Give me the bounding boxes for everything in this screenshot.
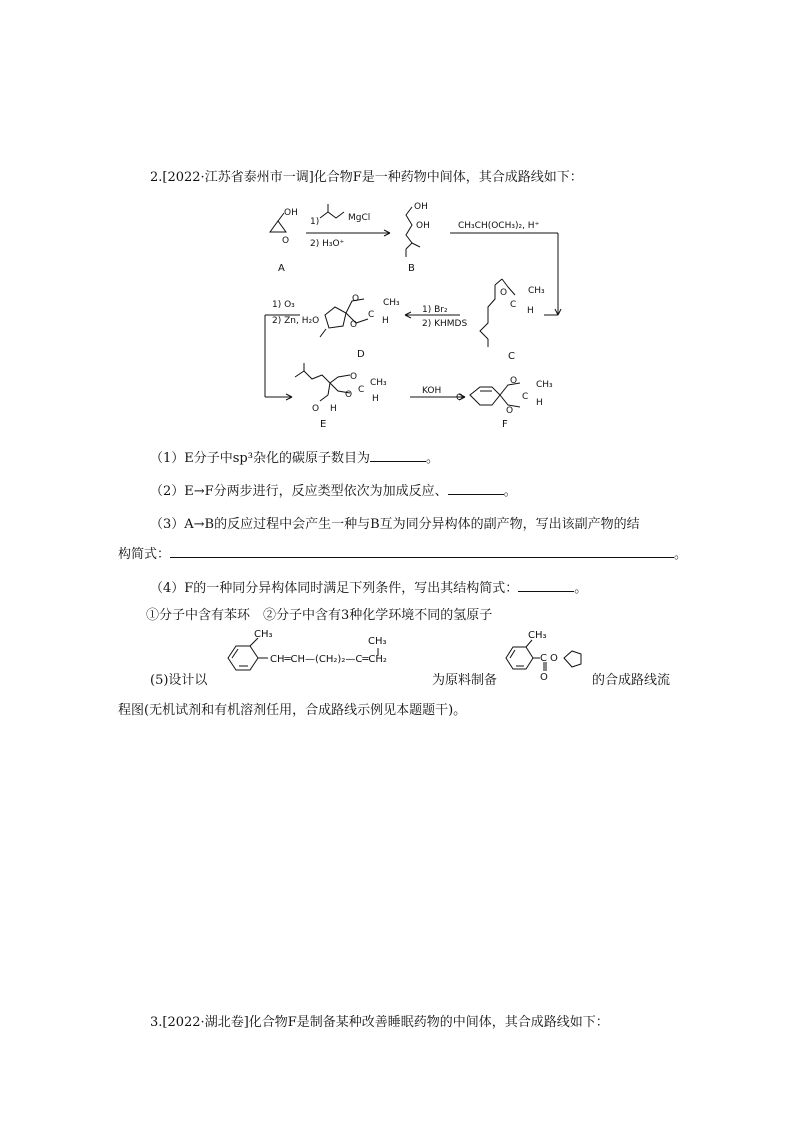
atom-h-f: H xyxy=(536,398,543,408)
struct2-c: C xyxy=(540,653,547,664)
atom-o-f1: O xyxy=(456,393,464,403)
atom-c-f: C xyxy=(522,392,529,402)
struct2-o2: O xyxy=(540,672,548,683)
atom-o-e3: O xyxy=(312,404,320,414)
struct1-ch3: CH₃ xyxy=(254,629,273,640)
label-c: C xyxy=(508,351,515,362)
atom-oh-a: OH xyxy=(284,208,298,218)
synthesis-scheme xyxy=(240,195,580,435)
label-b: B xyxy=(408,263,415,274)
sub-question-5-line2: 程图(无机试剂和有机溶剂任用，合成路线示例见本题题干)。 xyxy=(118,703,467,718)
atom-oh-b2: OH xyxy=(416,221,430,231)
reagent-ab-mgcl: MgCl xyxy=(348,213,371,223)
atom-o-d1: O xyxy=(352,294,360,304)
label-e: E xyxy=(320,419,327,430)
atom-c-c: C xyxy=(510,300,517,310)
struct2-ch3: CH₃ xyxy=(528,630,547,641)
reagent-bc: CH₃CH(OCH₃)₂, H⁺ xyxy=(458,221,540,231)
answer-blank-1[interactable] xyxy=(370,449,426,462)
compound-a-epoxide xyxy=(270,221,286,232)
sub-question-5-start: (5)设计以 xyxy=(150,673,208,688)
sub-question-5-mid: 为原料制备 xyxy=(432,673,498,688)
sub-question-4-conditions: ①分子中含有苯环 ②分子中含有3种化学环境不同的氢原子 xyxy=(146,608,493,623)
label-d: D xyxy=(357,349,365,360)
reagent-cd-1: 1) Br₂ xyxy=(422,305,448,315)
struct1-chain: CH═CH—(CH₂)₂—C═CH₂ xyxy=(270,654,387,665)
answer-blank-3[interactable] xyxy=(170,545,674,558)
label-f: F xyxy=(502,419,508,430)
reagent-ef: KOH xyxy=(422,386,442,396)
sub-question-4: （4）F的一种同分异构体同时满足下列条件，写出其结构简式： 。 xyxy=(150,581,588,596)
atom-c-e: C xyxy=(358,385,365,395)
struct1-ch3b: CH₃ xyxy=(368,636,387,647)
sub-question-2: （2）E→F分两步进行，反应类型依次为加成反应、 。 xyxy=(150,484,517,499)
atom-h-e2: H xyxy=(330,404,337,414)
atom-o-e2: O xyxy=(345,390,353,400)
label-a: A xyxy=(278,263,285,274)
sub-question-5-end: 的合成路线流 xyxy=(592,673,671,688)
atom-c-d: C xyxy=(368,310,375,320)
atom-h-d: H xyxy=(382,316,389,326)
atom-ch3-c: CH₃ xyxy=(528,286,545,296)
answer-blank-2[interactable] xyxy=(448,482,504,495)
reagent-de-1: 1) O₃ xyxy=(272,300,295,310)
answer-blank-4[interactable] xyxy=(518,579,574,592)
target-product-structure xyxy=(498,626,590,684)
atom-o-d2: O xyxy=(350,320,358,330)
atom-o-f2: O xyxy=(510,376,518,386)
starting-material-structure xyxy=(218,628,432,686)
atom-o-f3: O xyxy=(506,406,514,416)
sub-question-3-line2: 构简式： 。 xyxy=(118,547,688,562)
atom-ch3-f: CH₃ xyxy=(536,380,553,390)
reagent-ab-1: 1) xyxy=(310,217,320,227)
atom-h-c: H xyxy=(527,306,534,316)
atom-oh-b1: OH xyxy=(414,202,428,212)
atom-ch3-d: CH₃ xyxy=(383,298,400,308)
sub-question-3-line1: （3）A→B的反应过程中会产生一种与B互为同分异构体的副产物，写出该副产物的结 xyxy=(150,517,640,532)
atom-h-e: H xyxy=(372,394,379,404)
atom-o-e1: O xyxy=(350,372,358,382)
question-2-title: 2.[2022·江苏省泰州市一调]化合物F是一种药物中间体，其合成路线如下： xyxy=(150,170,583,185)
reagent-ab-2: 2) H₃O⁺ xyxy=(310,239,345,249)
reagent-cd-2: 2) KHMDS xyxy=(422,319,468,329)
struct2-o: O xyxy=(550,653,558,664)
atom-o-c1: O xyxy=(500,288,508,298)
question-3-title: 3.[2022·湖北卷]化合物F是制备某种改善睡眠药物的中间体，其合成路线如下： xyxy=(150,1015,609,1030)
atom-ch3-e: CH₃ xyxy=(370,378,387,388)
atom-o-a: O xyxy=(282,236,290,246)
reagent-de-2: 2) Zn, H₂O xyxy=(272,316,320,326)
sub-question-1: （1）E分子中sp³杂化的碳原子数目为 。 xyxy=(150,451,439,466)
